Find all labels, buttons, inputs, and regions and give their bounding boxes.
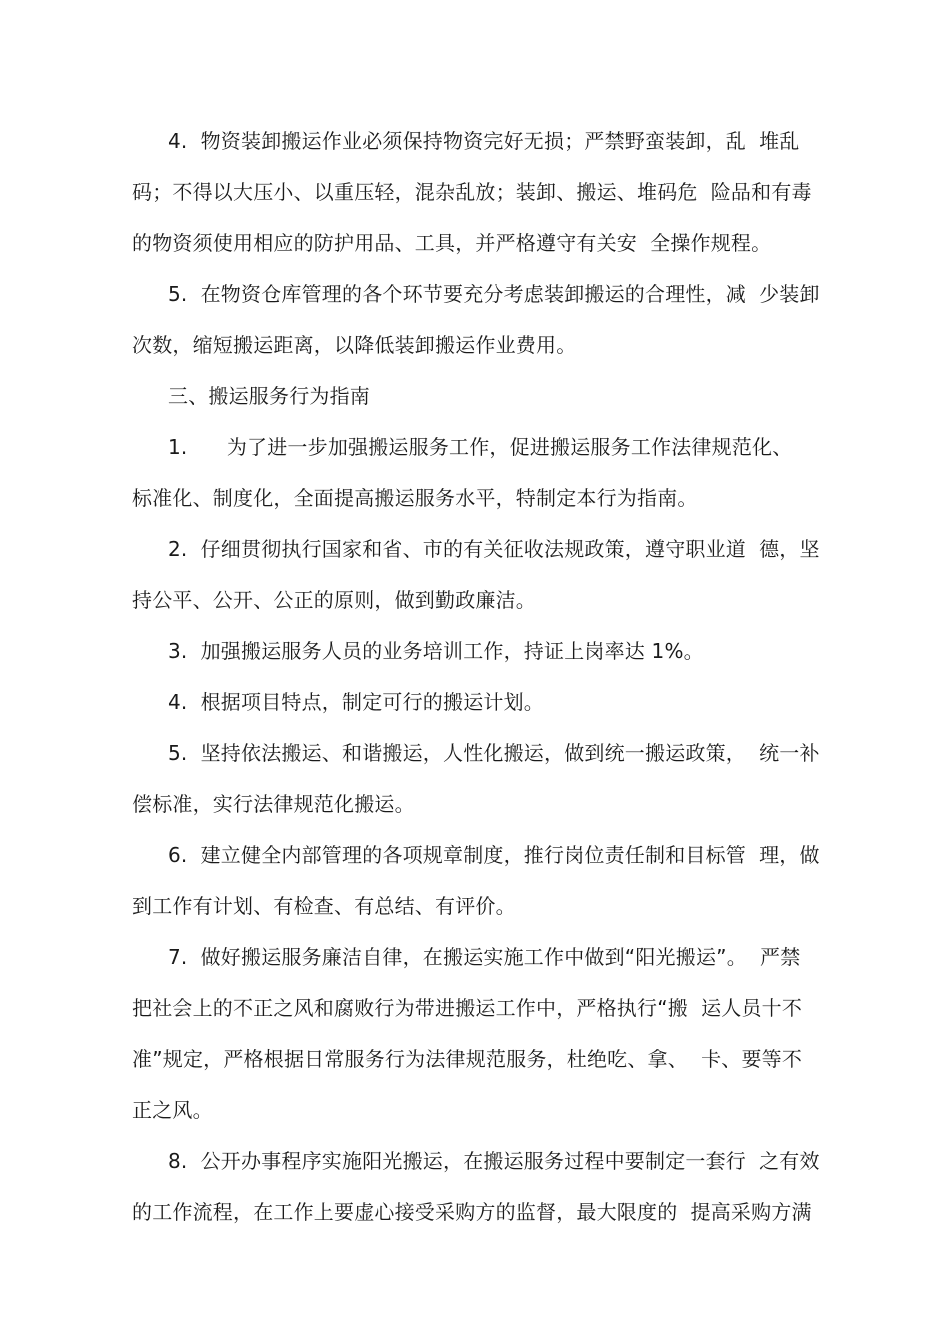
text-line: 标准化、制度化，全面提高搬运服务水平，特制定本行为指南。 (132, 486, 698, 510)
text-line: 持公平、公开、公正的原则，做到勤政廉洁。 (132, 588, 536, 612)
text-line: 7. 做好搬运服务廉洁自律，在搬运实施工作中做到“阳光搬运”。 严禁 (168, 945, 801, 969)
text-line: 准”规定，严格根据日常服务行为法律规范服务，杜绝吃、拿、 卡、要等不 (132, 1047, 803, 1071)
text-line: 的工作流程，在工作上要虚心接受采购方的监督，最大限度的 提高采购方满 (132, 1200, 812, 1224)
text-line: 次数，缩短搬运距离，以降低装卸搬运作业费用。 (132, 333, 577, 357)
text-line: 正之风。 (132, 1098, 213, 1122)
text-line: 码；不得以大压小、以重压轻，混杂乱放；装卸、搬运、堆码危 险品和有毒 (132, 180, 812, 204)
text-line: 3. 加强搬运服务人员的业务培训工作，持证上岗率达 1%。 (168, 639, 704, 663)
text-line: 2. 仔细贯彻执行国家和省、市的有关征收法规政策，遵守职业道 德，坚 (168, 537, 820, 561)
text-line: 4. 物资装卸搬运作业必须保持物资完好无损；严禁野蛮装卸，乱 堆乱 (168, 129, 800, 153)
text-line: 到工作有计划、有检查、有总结、有评价。 (132, 894, 516, 918)
text-line: 1. 为了进一步加强搬运服务工作，促进搬运服务工作法律规范化、 (168, 435, 793, 459)
text-line: 把社会上的不正之风和腐败行为带进搬运工作中，严格执行“搬 运人员十不 (132, 996, 803, 1020)
text-line: 偿标准，实行法律规范化搬运。 (132, 792, 415, 816)
text-line: 8. 公开办事程序实施阳光搬运，在搬运服务过程中要制定一套行 之有效 (168, 1149, 820, 1173)
section-heading: 三、搬运服务行为指南 (168, 384, 370, 408)
text-line: 4. 根据项目特点，制定可行的搬运计划。 (168, 690, 544, 714)
text-line: 的物资须使用相应的防护用品、工具，并严格遵守有关安 全操作规程。 (132, 231, 772, 255)
text-line: 5. 坚持依法搬运、和谐搬运，人性化搬运，做到统一搬运政策， 统一补 (168, 741, 820, 765)
text-line: 6. 建立健全内部管理的各项规章制度，推行岗位责任制和目标管 理，做 (168, 843, 820, 867)
text-line: 5. 在物资仓库管理的各个环节要充分考虑装卸搬运的合理性，减 少装卸 (168, 282, 820, 306)
